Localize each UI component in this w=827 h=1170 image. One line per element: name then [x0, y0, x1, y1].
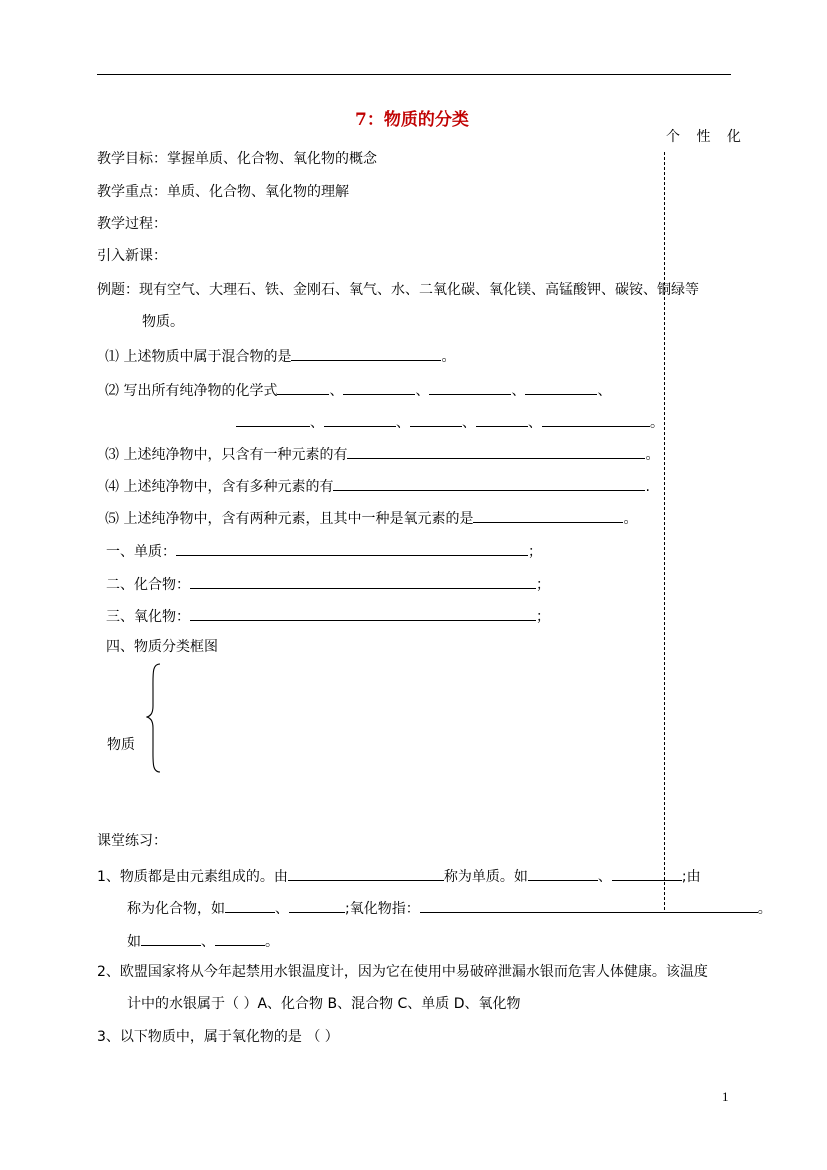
- answer-blank[interactable]: [190, 606, 536, 621]
- practice-heading: 课堂练习：: [97, 833, 167, 849]
- answer-blank[interactable]: [215, 931, 265, 946]
- practice-1-cont: [127, 898, 772, 918]
- answer-blank[interactable]: [429, 380, 511, 395]
- question-1: [105, 346, 455, 366]
- practice-1-cont2: [127, 931, 279, 951]
- practice-3: 3、以下物质中，属于氧化物的是 （ ）: [97, 1029, 339, 1045]
- separator: 、: [329, 383, 344, 399]
- question-3: [105, 444, 659, 464]
- practice-1-text: ;氧化物指：: [345, 901, 420, 917]
- section-oxide: [106, 606, 550, 626]
- answer-blank[interactable]: [410, 412, 462, 427]
- answer-blank[interactable]: [612, 866, 682, 881]
- answer-blank[interactable]: [190, 574, 536, 589]
- practice-1-text: 如: [127, 934, 141, 950]
- margin-divider: [664, 152, 665, 910]
- question-1-text: ⑴ 上述物质中属于混合物的是: [105, 349, 292, 365]
- question-1-end: 。: [441, 349, 456, 365]
- question-2-end: 。: [650, 415, 664, 431]
- teaching-focus: 教学重点：单质、化合物、氧化物的理解: [97, 184, 349, 200]
- practice-1-text: 1、物质都是由元素组成的。由: [97, 869, 288, 885]
- separator: 、: [462, 415, 476, 431]
- question-3-end: 。: [645, 447, 660, 463]
- answer-blank[interactable]: [525, 380, 597, 395]
- sidebar-label: 个 性 化: [666, 129, 747, 145]
- answer-blank[interactable]: [225, 898, 275, 913]
- practice-1-end: 。: [757, 901, 772, 917]
- example-text-cont: 物质。: [142, 314, 184, 330]
- answer-blank[interactable]: [291, 346, 441, 361]
- section-diagram-heading: 四、物质分类框图: [106, 639, 218, 655]
- separator: 、: [275, 901, 289, 917]
- intro-heading: 引入新课：: [97, 248, 167, 264]
- semicolon: ；: [536, 609, 550, 625]
- question-4-text: ⑷ 上述纯净物中，含有多种元素的有: [105, 479, 334, 495]
- answer-blank[interactable]: [343, 380, 415, 395]
- section-oxide-label: 三、氧化物：: [106, 609, 190, 625]
- section-compound-label: 二、化合物：: [106, 577, 190, 593]
- separator: 、: [396, 415, 410, 431]
- separator: 、: [597, 869, 612, 885]
- practice-1-text: 称为化合物，如: [127, 901, 225, 917]
- question-2: [105, 380, 611, 400]
- question-5: [105, 508, 637, 528]
- separator: 、: [511, 383, 526, 399]
- semicolon: ；: [528, 544, 542, 560]
- teaching-process: 教学过程：: [97, 216, 167, 232]
- answer-blank[interactable]: [141, 931, 201, 946]
- question-3-text: ⑶ 上述纯净物中，只含有一种元素的有: [105, 447, 348, 463]
- question-5-end: 。: [623, 511, 638, 527]
- tree-root-label: 物质: [107, 737, 135, 753]
- section-element: [106, 541, 542, 561]
- answer-blank[interactable]: [324, 412, 396, 427]
- answer-blank[interactable]: [333, 476, 645, 491]
- separator: 、: [415, 383, 430, 399]
- example-text: 例题：现有空气、大理石、铁、金刚石、氧气、水、二氧化碳、氧化镁、高锰酸钾、碳铵、铜绿等: [97, 282, 699, 298]
- answer-blank[interactable]: [277, 380, 329, 395]
- question-2-text: ⑵ 写出所有纯净物的化学式: [105, 383, 278, 399]
- answer-blank[interactable]: [176, 541, 528, 556]
- section-compound: [106, 574, 550, 594]
- answer-blank[interactable]: [476, 412, 528, 427]
- answer-blank[interactable]: [542, 412, 650, 427]
- classification-brace: [146, 662, 166, 774]
- answer-blank[interactable]: [288, 866, 444, 881]
- answer-blank[interactable]: [473, 508, 623, 523]
- practice-1-end: 。: [265, 934, 279, 950]
- answer-blank[interactable]: [347, 444, 645, 459]
- section-element-label: 一、单质：: [106, 544, 176, 560]
- practice-2-options: 计中的水银属于（ ）A、化合物 B、混合物 C、单质 D、氧化物: [127, 996, 521, 1012]
- teaching-goal: 教学目标：掌握单质、化合物、氧化物的概念: [97, 151, 377, 167]
- page-title: 7：物质的分类: [355, 110, 469, 130]
- separator: 、: [528, 415, 542, 431]
- practice-1: [97, 866, 701, 886]
- practice-2: 2、欧盟国家将从今年起禁用水银温度计，因为它在使用中易破碎泄漏水银而危害人体健康。该温度: [97, 964, 708, 980]
- question-4: [105, 476, 650, 496]
- question-5-text: ⑸ 上述纯净物中，含有两种元素，且其中一种是氧元素的是: [105, 511, 474, 527]
- answer-blank[interactable]: [236, 412, 310, 427]
- practice-1-text: ;由: [681, 869, 701, 885]
- separator: 、: [310, 415, 324, 431]
- practice-1-text: 称为单质。如: [443, 869, 528, 885]
- separator: 、: [597, 383, 612, 399]
- answer-blank[interactable]: [289, 898, 345, 913]
- question-2-cont: [236, 412, 664, 432]
- page-number: 1: [722, 1089, 729, 1104]
- answer-blank[interactable]: [420, 898, 758, 913]
- semicolon: ；: [536, 577, 550, 593]
- answer-blank[interactable]: [528, 866, 598, 881]
- header-rule: [97, 74, 731, 75]
- question-4-end: .: [645, 479, 650, 495]
- separator: 、: [201, 934, 215, 950]
